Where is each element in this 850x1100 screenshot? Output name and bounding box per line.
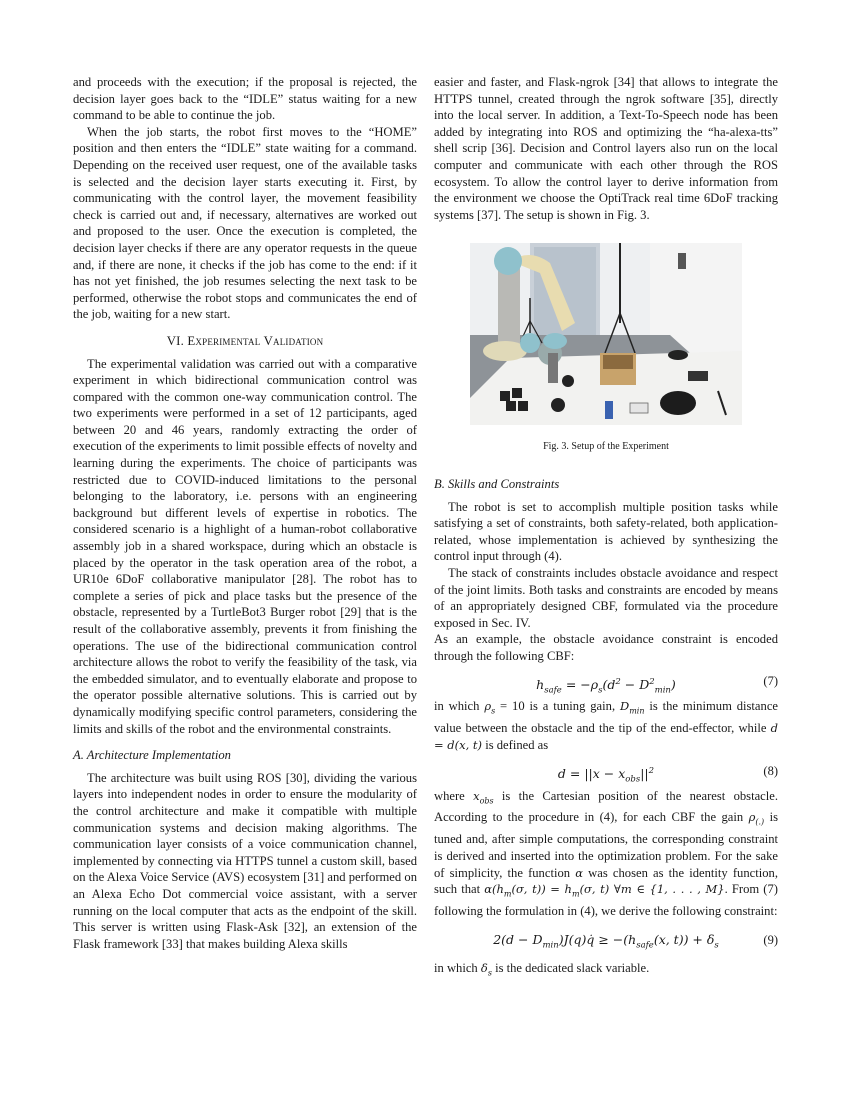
paragraph: in which $\delta_s$ is the dedicated slack variable. — [434, 960, 650, 977]
left-column — [73, 74, 417, 952]
paragraph: and proceeds with the execution; if the proposal is rejected, the decision layer goes back to the “IDLE” status waiting for a new command to be able to continue the job. — [73, 75, 417, 123]
paragraph: As an example, the obstacle avoidance constraint is encoded through the following CBF: — [434, 632, 778, 663]
equation-number: (9) — [763, 932, 778, 947]
paragraph: The robot is set to accomplish multiple position tasks while satisfying a set of constraints, both safety-related, both application-related, whose implementation is achieved by synthesizing the control input through (4). — [434, 499, 778, 564]
equation-8 — [434, 754, 778, 788]
equation-number: (7) — [763, 674, 778, 689]
subsection-title: B. Skills and Constraints — [434, 476, 560, 491]
paragraph: The architecture was built using ROS [30], dividing the various layers into independent nodes in order to ensure the modularity of the control architecture and make it compatible with multiple communication systems and decision making algorithms. The communication layer consists of a voice communication channel, implemented by connecting via HTTPS tunnel a custom skill, based on the Alexa Voice Service (AVS) ecosystem [31] and performed on an Alexa Echo Dot commercial voice assistant, with a server running on the local computer that acts as the endpoint of the skill. This server is written using Flask-Ask [32], an extension of the Flask framework [33] that makes building Alexa skills — [73, 770, 417, 951]
paragraph: The stack of constraints includes obstacle avoidance and respect of the joint limits. Both tasks and constraints are encoded by means of an appropriately designed CBF, formulated via the procedure exposed in Sec. IV. — [434, 565, 778, 630]
equation-body: $h_{safe} = -\rho_s(d^2 - D^2_{min})$ — [536, 676, 676, 696]
figure-caption: Fig. 3. Setup of the Experiment — [543, 441, 669, 453]
figure — [434, 243, 778, 456]
paragraph: in which $\rho_s = 10$ is a tuning gain, $D_{min}$ is the minimum distance value between the obstacle and the tip of the end-effector, while d = d(x, t) is defined as — [434, 699, 778, 752]
equation-7 — [434, 664, 778, 698]
section-title: VI. Experimental Validation — [166, 333, 324, 348]
paragraph: easier and faster, and Flask-ngrok [34] that allows to integrate the HTTPS tunnel, created through the ngrok software [35], directly into the local server. In addition, a Text-To-Speech node has been added by integrating into ROS and optimizing the “ha-alexa-tts” shell scrip [36]. Decision and Control layers also run on the local computer and communicate with each other through the ROS ecosystem. To allow the control layer to derive information from the environment we choose the OptiTrack real time 6DoF tracking systems [37]. The setup is shown in Fig. 3. — [434, 75, 778, 222]
paragraph: When the job starts, the robot first moves to the “HOME” position and then enters the “IDLE” state waiting for a command. Depending on the received user request, one of the available tasks is selected and the decision layer starts executing it. First, by communicating with the control layer, the movement feasibility check is carried out and, if necessary, alternatives are worked out and proposed to the user. Once the execution is completed, the decision layer checks if there are any operator requests in the queue and, if there are none, it checks if the job has come to the end: if it has not yet finished, the job resumes selecting the next task to be performed, otherwise the robot stops and communicates the end of the job, waiting for a new start. — [73, 124, 417, 322]
experiment-setup-photo — [470, 243, 742, 425]
paragraph: The experimental validation was carried out with a comparative experiment in which bidirectional communication control was compared with the common one-way communication control. The two experiments were performed in a set of 12 participants, aged between 20 and 46 years, randomly extracting the order of execution of the experiments to limit possible effects of novelty and learning during the experiments. The choice of participants was restricted due to COVID-induced limitations to the personal belonging to the laboratory, i.e. persons with an engineering background but different levels of expertise in robotics. The considered scenario is a highlight of a human-robot collaborative assembly job in a shared workspace, during which an obstacle is placed by the operator in the task operation area of the robot, a UR10e 6DoF collaborative manipulator [28]. The robot has to complete a series of pick and place tasks but the presence of the obstacle, represented by a TurtleBot3 Burger robot [29] that is the result of the collaborative assembly, prevents it from finishing the operations. The use of the bidirectional communication control architecture allows the robot to verify the feasibility of the task, via the embedded simulator, and to eventually elaborate and propose to the operator possible alternative solutions. This is carried out by dynamically modifying specific control parameters, considering the limits and skills of the robot and the environmental constraints. — [73, 356, 417, 736]
equation-9 — [434, 920, 778, 960]
paragraph: where $x_{obs}$ is the Cartesian position of the nearest obstacle. According to the procedure in (4), for each CBF the gain $\rho_{(.)}$ is tuned and, after simple computations, the corresponding constraint is derived and inserted into the optimization problem. For the sake of simplicity, the function α was chosen as the identity function, such that $\alpha(h_m(\sigma$, $t)) = h_m(\sigma$, t) ∀m ∈ {1, . . . , M}. From (7) following the formulation in (4), we derive the following constraint: — [434, 788, 778, 918]
subsection-title: A. Architecture Implementation — [73, 748, 231, 763]
equation-number: (8) — [763, 763, 778, 778]
equation-body: $2(d - D_{min})J(q)q̇ \ge -(h_{safe}(x$, $t)) + \delta_s$ — [493, 931, 719, 951]
equation-body: $d = ||x - x_{obs}||^2$ — [557, 765, 655, 785]
right-column — [434, 74, 778, 981]
